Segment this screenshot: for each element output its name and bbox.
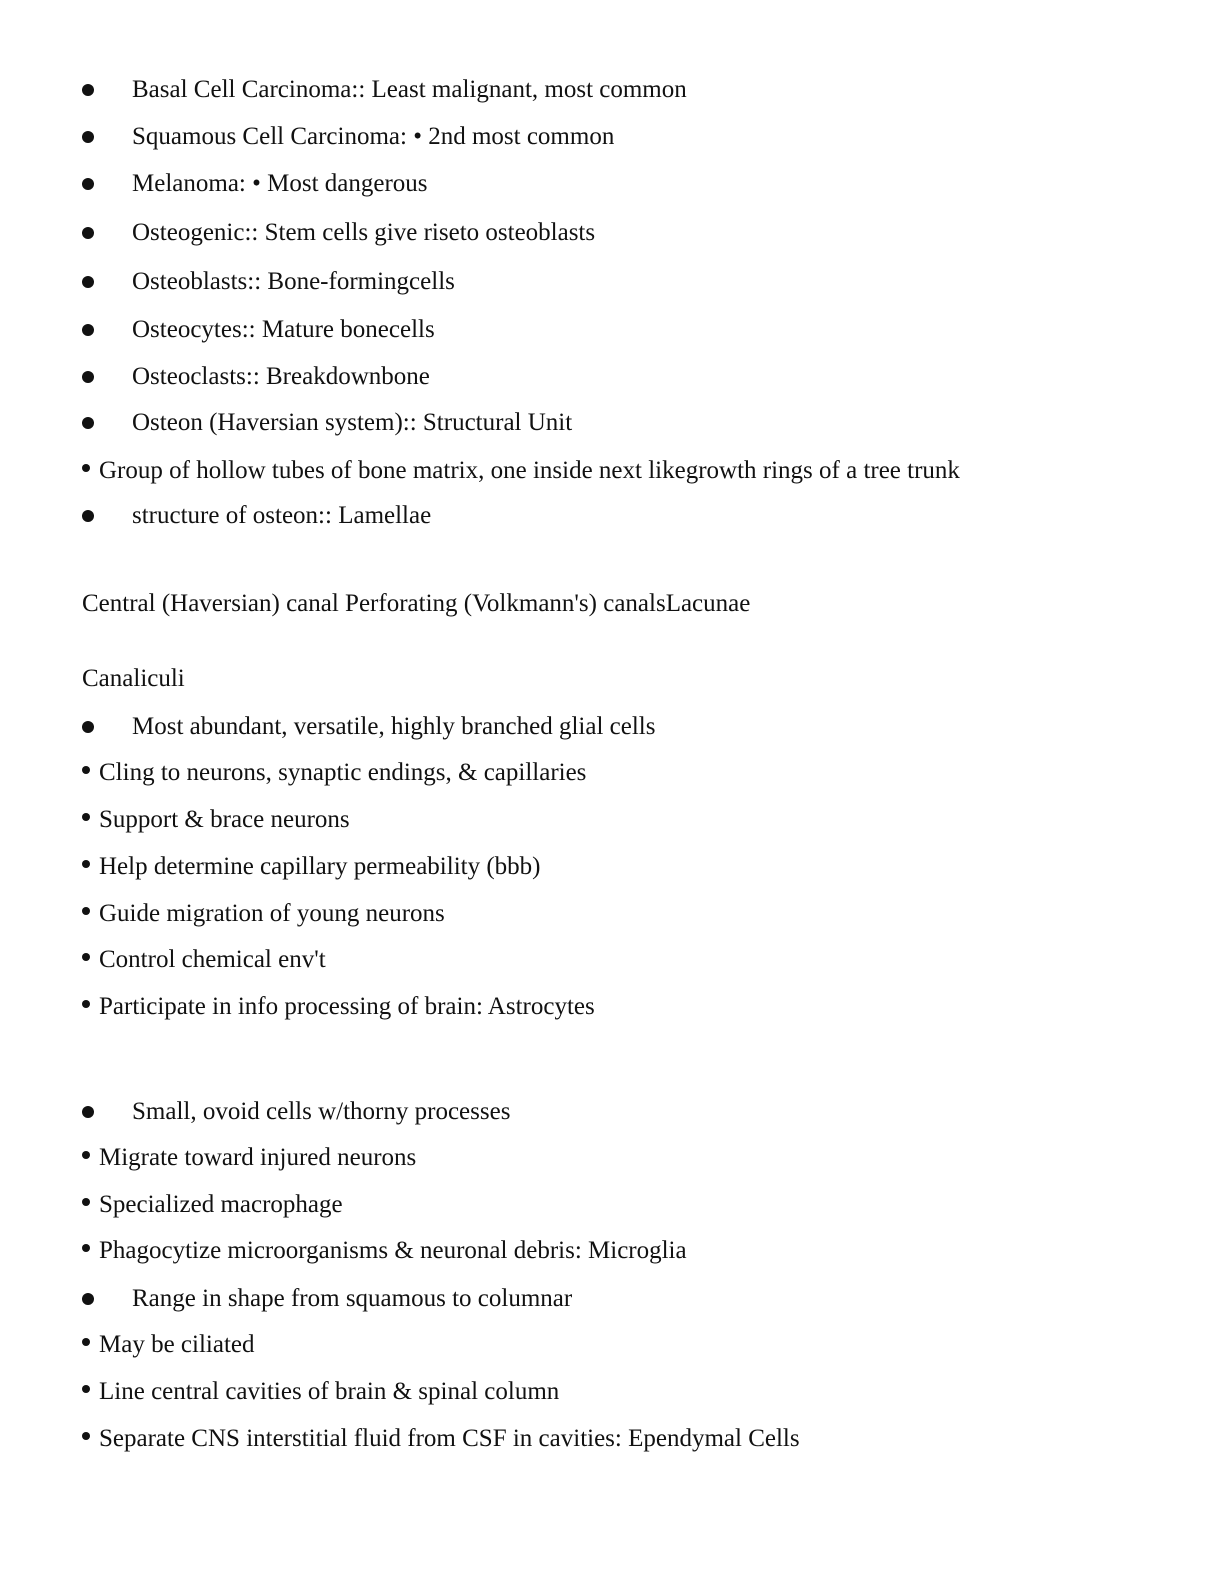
bullet-icon: [82, 324, 94, 336]
bullet-icon: [82, 371, 94, 383]
paragraph: Canaliculi: [82, 665, 185, 692]
list-item: Participate in info processing of brain: Astrocytes: [82, 992, 595, 1022]
bullet-icon: [82, 766, 90, 774]
bullet-icon: [82, 1432, 90, 1440]
bullet-icon: [82, 813, 90, 821]
list-item: Line central cavities of brain & spinal column: [82, 1377, 559, 1407]
list-item: Support & brace neurons: [82, 805, 350, 835]
bullet-icon: [82, 1293, 94, 1305]
bullet-icon: [82, 1385, 90, 1393]
list-item: Separate CNS interstitial fluid from CSF in cavities: Ependymal Cells: [82, 1424, 800, 1454]
list-item: Control chemical env't: [82, 945, 326, 975]
bullet-icon: [82, 84, 94, 96]
bullet-icon: [82, 1151, 90, 1159]
bullet-icon: [82, 178, 94, 190]
bullet-icon: [82, 860, 90, 868]
bullet-icon: [82, 1198, 90, 1206]
list-item: Help determine capillary permeability (bbb): [82, 852, 541, 882]
bullet-icon: [82, 464, 90, 472]
bullet-icon: [82, 1106, 94, 1118]
list-item: Guide migration of young neurons: [82, 899, 445, 929]
bullet-icon: [82, 953, 90, 961]
bullet-icon: [82, 227, 94, 239]
bullet-icon: [82, 721, 94, 733]
bullet-icon: [82, 907, 90, 915]
bullet-icon: [82, 131, 94, 143]
list-item: Specialized macrophage: [82, 1190, 343, 1220]
bullet-icon: [82, 1000, 90, 1008]
list-item: Phagocytize microorganisms & neuronal debris: Microglia: [82, 1236, 687, 1266]
paragraph: Central (Haversian) canal Perforating (Volkmann's) canalsLacunae: [82, 590, 751, 617]
list-item: Migrate toward injured neurons: [82, 1143, 416, 1173]
bullet-icon: [82, 276, 94, 288]
list-item: Cling to neurons, synaptic endings, & capillaries: [82, 758, 586, 788]
bullet-icon: [82, 1244, 90, 1252]
bullet-icon: [82, 1338, 90, 1346]
bullet-icon: [82, 510, 94, 522]
list-item: May be ciliated: [82, 1330, 255, 1360]
list-item: Group of hollow tubes of bone matrix, one inside next likegrowth rings of a tree trunk: [82, 456, 960, 486]
bullet-icon: [82, 417, 94, 429]
document-page: Basal Cell Carcinoma:: Least malignant, most common Squamous Cell Carcinoma: • 2nd most common Melanoma: • Most dangerous Osteogenic:: Stem cells give riseto osteoblasts Osteoblasts:: Bone-formingcells Osteocytes:: Mature bonecells Osteoclasts:: Breakdownbone Osteon (Haversian system):: Structural Unit Group of hollow tubes of bone matrix, one inside next likegrowth rings of a tree trunk structure of osteon:: Lamellae Central (Haversian) canal Perforating (Volkmann's) canalsLacunae Canaliculi Most abundant, versatile, highly branched glial cells Cling to neurons, synaptic endings, & capillaries Support & brace neurons Help determine capillary permeability (bbb) Guide migration of young neurons Control chemical env't Participate in info processing of brain: Astrocytes Small, ovoid cells w/thorny processes Migrate toward injured neurons Specialized macrophage Phagocytize microorganisms & neuronal debris: Microglia Range in shape from squamous to columnar May be ciliated Line central cavities of brain & spinal column Separate CNS interstitial fluid from CSF in cavities: Ependymal Cells: [82, 76, 960, 1452]
